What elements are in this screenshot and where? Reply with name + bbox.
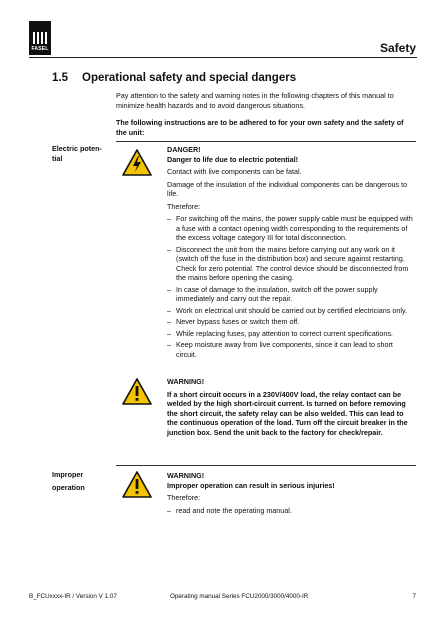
improper-operation-label: Improper operation	[52, 470, 85, 492]
section-number: 1.5	[52, 72, 68, 84]
list-item: – Never bypass fuses or switch them off.	[167, 317, 300, 326]
electric-hazard-icon	[122, 149, 152, 176]
section-lead: The following instructions are to be adhered to for your own safety and the safety of the unit:	[116, 118, 404, 137]
list-item: – In case of damage to the insulation, switch off the power supply immediately and carry out the repair.	[167, 284, 378, 303]
improper-heading: WARNING!	[167, 471, 205, 480]
list-item: – Keep moisture away from live components, since it can lead to short circuit.	[167, 340, 393, 359]
improper-para: Therefore:	[167, 493, 201, 502]
warning-exclamation-icon	[122, 471, 152, 498]
relay-warning-heading: WARNING!	[167, 377, 205, 386]
page-header-title: Safety	[379, 41, 416, 55]
relay-warning-text: If a short circuit occurs in a 230V/400V load, the relay contact can be welded by the high short-circuit current. Is turned on before removing the short circuit, the safety relay can be also welded. This can lead to the continuous operation of the load. Turn off the circuit breaker in the junction box. Send the unit back to the factory for check/repair.	[167, 389, 408, 437]
list-item: – While replacing fuses, pay attention to correct current specifications.	[167, 328, 393, 338]
improper-rule	[116, 465, 416, 466]
danger-para-2: Damage of the insulation of the individual components can be dangerous to life.	[167, 179, 408, 198]
electric-potential-label: Electric poten- tial	[52, 144, 102, 163]
relay-warning-block	[167, 377, 414, 437]
danger-subheading: Danger to life due to electric potential!	[167, 154, 298, 164]
danger-para-1: Contact with live components can be fatal.	[167, 167, 302, 176]
electric-rule	[116, 141, 416, 142]
header-divider	[29, 57, 417, 58]
danger-list	[167, 214, 414, 359]
danger-heading: DANGER!	[167, 145, 201, 154]
fasel-logo	[29, 21, 51, 55]
danger-para-3: Therefore:	[167, 201, 201, 211]
danger-block	[167, 145, 414, 361]
improper-subheading: Improper operation can result in serious injuries!	[167, 480, 335, 490]
footer-manual-title: Operating manual Series FCU2000/3000/4000-IR	[170, 593, 309, 600]
section-intro: Pay attention to the safety and warning notes in the following chapters of this manual to minimize health hazards and to avoid dangerous situations.	[116, 91, 394, 110]
section-title: Operational safety and special dangers	[82, 72, 297, 84]
list-item: – Work on electrical unit should be carried out by certified electricians only.	[167, 305, 408, 315]
footer-page-number: 7	[412, 593, 416, 600]
logo-text: FASEL	[31, 46, 49, 52]
footer-doc-id: B_FCUxxxx-IR / Version V 1.07	[29, 593, 117, 600]
improper-list	[167, 506, 414, 516]
list-item: – For switching off the mains, the power supply cable must be equipped with a fuse with a contact opening width corresponding to the requirements of the excess voltage category III for total disconnection.	[167, 214, 413, 242]
warning-exclamation-icon	[122, 378, 152, 405]
list-item: – read and note the operating manual.	[167, 505, 292, 515]
improper-warning-block	[167, 471, 414, 517]
logo-mark	[33, 32, 47, 44]
list-item: – Disconnect the unit from the mains before carrying out any work on it (switch off the fuse in the distribution box) and secure against restarting. Check for zero potential. The control device should be disconnected from the mains before opening the casing.	[167, 244, 409, 282]
